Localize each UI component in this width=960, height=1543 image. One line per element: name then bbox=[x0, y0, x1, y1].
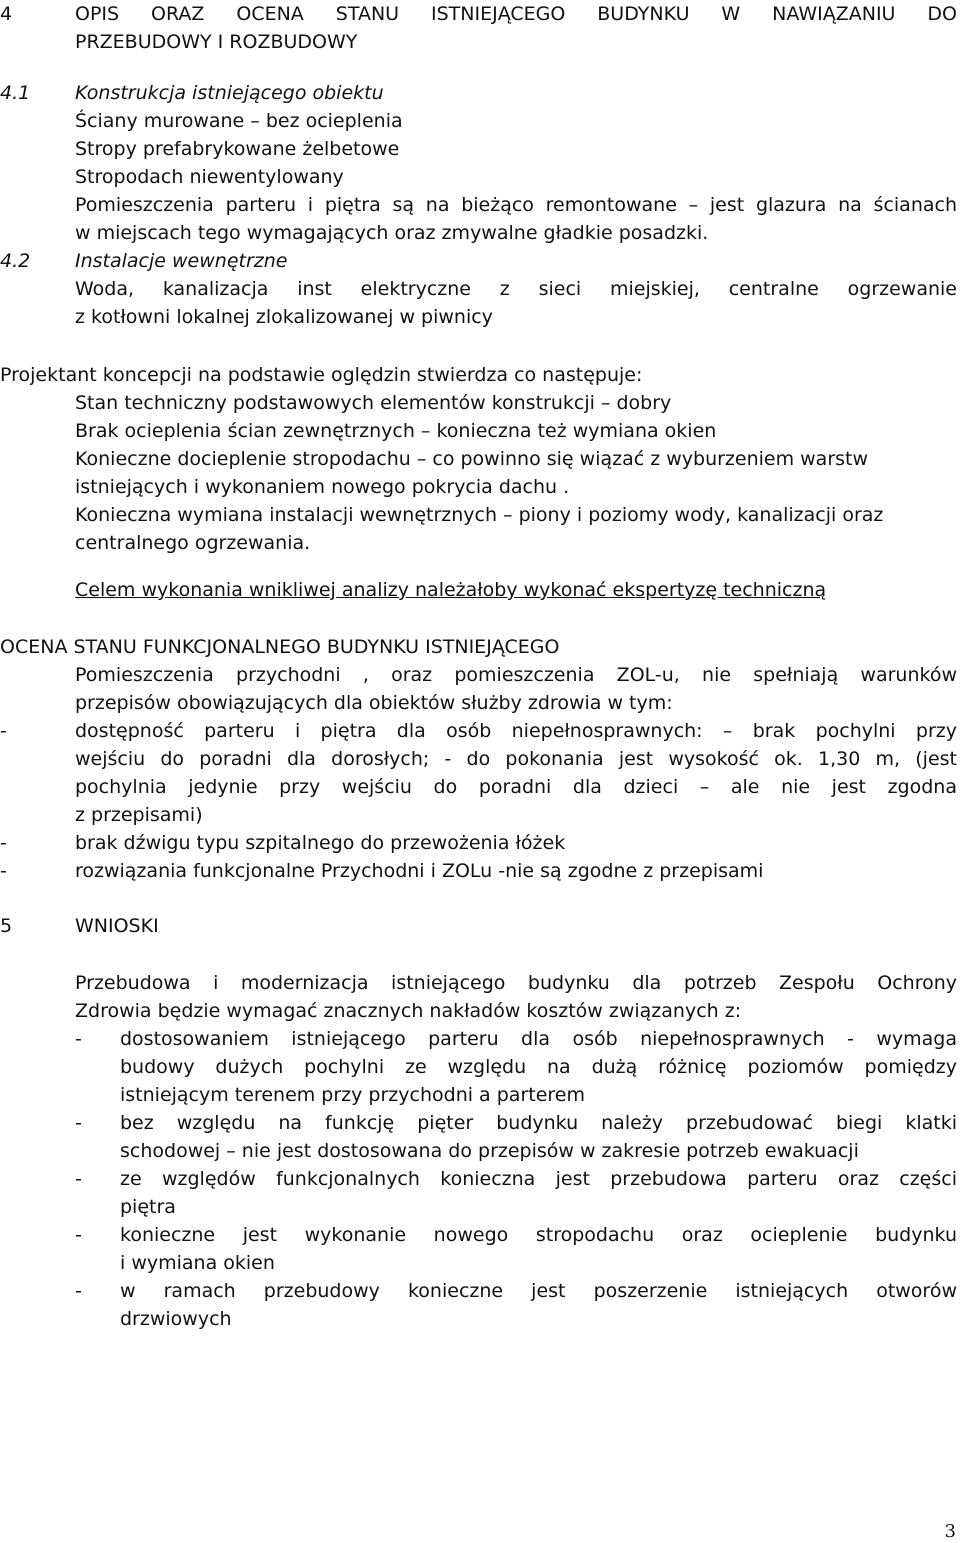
list-item-text: wejściu do poradni dla dorosłych; - do pokonania jest wysokość ok. 1,30 m, (jest bbox=[75, 748, 957, 770]
section-title: OPIS ORAZ OCENA STANU ISTNIEJĄCEGO BUDYNKU W NAWIĄZANIU DO bbox=[75, 3, 957, 25]
list-item-text: rozwiązania funkcjonalne Przychodni i ZOLu -nie są zgodne z przepisami bbox=[75, 860, 764, 882]
text-line: Brak ocieplenia ścian zewnętrznych – konieczna też wymiana okien bbox=[75, 420, 717, 442]
text-line: z kotłowni lokalnej zlokalizowanej w piwnicy bbox=[75, 306, 493, 328]
section-title-cont: PRZEBUDOWY I ROZBUDOWY bbox=[75, 31, 358, 53]
findings-block bbox=[0, 361, 960, 557]
list-item-text: schodowej – nie jest dostosowana do przepisów w zakresie potrzeb ewakuacji bbox=[120, 1140, 859, 1162]
text-line: Konieczne docieplenie stropodachu – co powinno się wiązać z wyburzeniem warstw bbox=[75, 448, 869, 470]
text-line: centralnego ogrzewania. bbox=[75, 532, 311, 554]
list-item-text: w ramach przebudowy konieczne jest poszerzenie istniejących otworów bbox=[120, 1280, 957, 1302]
subsection-number: 4.1 bbox=[0, 82, 31, 104]
list-dash: - bbox=[0, 720, 7, 742]
list-dash: - bbox=[75, 1168, 82, 1190]
text-line: w miejscach tego wymagających oraz zmywalne gładkie posadzki. bbox=[75, 222, 709, 244]
subsection-4-2 bbox=[0, 247, 960, 331]
list-dash: - bbox=[75, 1280, 82, 1302]
text-line: Woda, kanalizacja inst elektryczne z sieci miejskiej, centralne ogrzewanie bbox=[75, 278, 957, 300]
text-line: przepisów obowiązujących dla obiektów służby zdrowia w tym: bbox=[75, 692, 673, 714]
list-item-text: ze względów funkcjonalnych konieczna jest przebudowa parteru oraz części bbox=[120, 1168, 957, 1190]
text-line: istniejących i wykonaniem nowego pokrycia dachu . bbox=[75, 476, 570, 498]
list-dash: - bbox=[75, 1112, 82, 1134]
list-item-text: brak dźwigu typu szpitalnego do przewożenia łóżek bbox=[75, 832, 566, 854]
list-dash: - bbox=[75, 1028, 82, 1050]
subsection-number: 4.2 bbox=[0, 250, 31, 272]
list-dash: - bbox=[0, 860, 7, 882]
conclusions-block bbox=[0, 969, 960, 1333]
subsection-title: Konstrukcja istniejącego obiektu bbox=[75, 82, 384, 104]
page-number: 3 bbox=[944, 1521, 956, 1542]
list-item-text: dostępność parteru i piętra dla osób niepełnosprawnych: – brak pochylni przy bbox=[75, 720, 957, 742]
list-dash: - bbox=[0, 832, 7, 854]
text-line: Ściany murowane – bez ocieplenia bbox=[75, 110, 403, 132]
list-item-text: bez względu na funkcję pięter budynku należy przebudować biegi klatki bbox=[120, 1112, 957, 1134]
text-line: Pomieszczenia parteru i piętra są na bieżąco remontowane – jest glazura na ścianach bbox=[75, 194, 957, 216]
section-number: 5 bbox=[0, 915, 13, 937]
text-line: Stropodach niewentylowany bbox=[75, 166, 344, 188]
text-line: Konieczna wymiana instalacji wewnętrznych – piony i poziomy wody, kanalizacji oraz bbox=[75, 504, 884, 526]
list-dash: - bbox=[75, 1224, 82, 1246]
assessment-title: OCENA STANU FUNKCJONALNEGO BUDYNKU ISTNIEJĄCEGO bbox=[0, 636, 560, 658]
section-number: 4 bbox=[0, 3, 13, 25]
underlined-note: Celem wykonania wnikliwej analizy należałoby wykonać ekspertyzę techniczną bbox=[75, 579, 827, 601]
text-line: Pomieszczenia przychodni , oraz pomieszczenia ZOL-u, nie spełniają warunków bbox=[75, 664, 957, 686]
section-title: WNIOSKI bbox=[75, 915, 159, 937]
text-line: Stan techniczny podstawowych elementów konstrukcji – dobry bbox=[75, 392, 672, 414]
list-item-text: i wymiana okien bbox=[120, 1252, 275, 1274]
list-item-text: istniejącym terenem przy przychodni a parterem bbox=[120, 1084, 585, 1106]
expertise-note bbox=[0, 576, 960, 604]
text-line: Stropy prefabrykowane żelbetowe bbox=[75, 138, 400, 160]
list-item-text: pochylnia jedynie przy wejściu do poradni dla dzieci – ale nie jest zgodna bbox=[75, 776, 957, 798]
list-item-text: dostosowaniem istniejącego parteru dla osób niepełnosprawnych - wymaga bbox=[120, 1028, 957, 1050]
subsection-title: Instalacje wewnętrzne bbox=[75, 250, 288, 272]
section-5-heading bbox=[0, 912, 960, 940]
subsection-4-1 bbox=[0, 79, 960, 247]
text-line: Przebudowa i modernizacja istniejącego budynku dla potrzeb Zespołu Ochrony bbox=[75, 972, 957, 994]
functional-assessment bbox=[0, 633, 960, 885]
text-line: Zdrowia będzie wymagać znacznych nakładów kosztów związanych z: bbox=[75, 1000, 742, 1022]
list-item-text: konieczne jest wykonanie nowego stropodachu oraz ocieplenie budynku bbox=[120, 1224, 957, 1246]
findings-intro: Projektant koncepcji na podstawie oględzin stwierdza co następuje: bbox=[0, 364, 643, 386]
list-item-text: drzwiowych bbox=[120, 1308, 232, 1330]
list-item-text: piętra bbox=[120, 1196, 176, 1218]
section-4-heading bbox=[0, 0, 960, 56]
list-item-text: z przepisami) bbox=[75, 804, 203, 826]
list-item-text: budowy dużych pochylni ze względu na dużą różnicę poziomów pomiędzy bbox=[120, 1056, 957, 1078]
